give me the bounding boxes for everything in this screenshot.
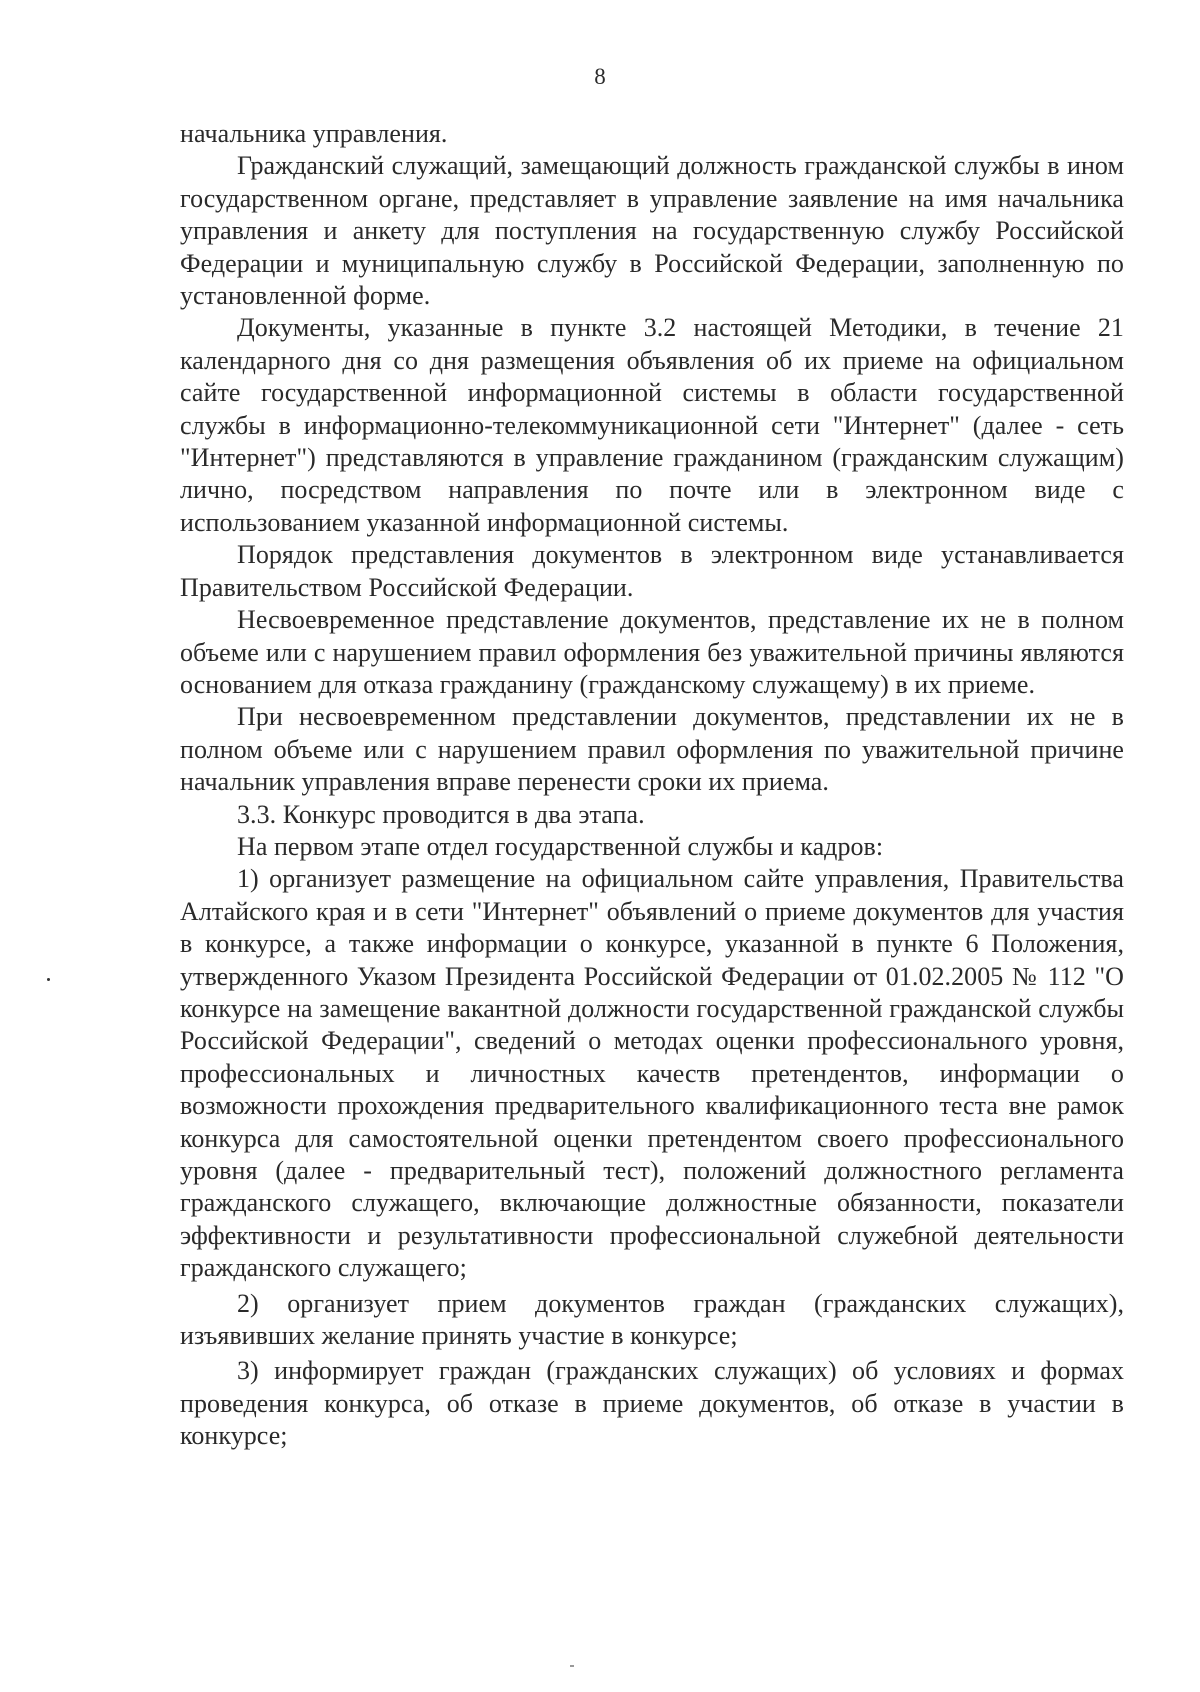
paragraph: Порядок представления документов в электронном виде устанавливается Правительством Российской Федерации. [180,540,1124,602]
document-body [180,118,1124,1453]
paragraph: 1) организует размещение на официальном сайте управления, Правительства Алтайского края и в сети "Интернет" объявлений о приеме документов для участия в конкурсе, а также информации о конкурсе, указанной в пункте 6 Положения, утвержденного Указом Президента Российской Федерации от 01.02.2005 № 112 "О конкурсе на замещение вакантной должности государственной гражданской службы Российской Федерации", сведений о методах оценки профессионального уровня, профессиональных и личностных качеств претендентов, информации о возможности прохождения предварительного квалификационного теста вне рамок конкурса для самостоятельной оценки претендентом своего профессионального уровня (далее - предварительный тест), положений должностного регламента гражданского служащего, включающие должностные обязанности, показатели эффективности и результативности профессиональной служебной деятельности гражданского служащего; [180,864,1124,1283]
paragraph: На первом этапе отдел государственной службы и кадров: [237,831,884,861]
scan-speck [47,978,50,981]
paragraph: 3) информирует граждан (гражданских служащих) об условиях и формах проведения конкурса, об отказе в приеме документов, об отказе в участии в конкурсе; [180,1356,1124,1451]
scan-speck [570,1665,574,1667]
paragraph: Гражданский служащий, замещающий должность гражданской службы в ином государственном органе, представляет в управление заявление на имя начальника управления и анкету для поступления на государственную службу Российской Федерации и муниципальную службу в Российской Федерации, заполненную по установленной форме. [180,151,1124,311]
paragraph: При несвоевременном представлении документов, представлении их не в полном объеме или с нарушением правил оформления по уважительной причине начальник управления вправе перенести сроки их приема. [180,702,1124,797]
paragraph: Несвоевременное представление документов, представление их не в полном объеме или с нарушением правил оформления без уважительной причины являются основанием для отказа гражданину (гражданскому служащему) в их приеме. [180,605,1124,699]
page-number: 8 [594,64,606,89]
paragraph: Документы, указанные в пункте 3.2 настоящей Методики, в течение 21 календарного дня со дня размещения объявления об их приеме на официальном сайте государственной информационной системы в области государственной службы в информационно-телекоммуникационной сети "Интернет" (далее - сеть "Интернет") представляются в управление гражданином (гражданским служащим) лично, посредством направления по почте или в электронном виде с использованием указанной информационной системы. [180,313,1124,537]
paragraph: 3.3. Конкурс проводится в два этапа. [237,799,645,829]
paragraph: начальника управления. [180,119,448,148]
paragraph: 2) организует прием документов граждан (гражданских служащих), изъявивших желание принять участие в конкурсе; [180,1288,1124,1351]
